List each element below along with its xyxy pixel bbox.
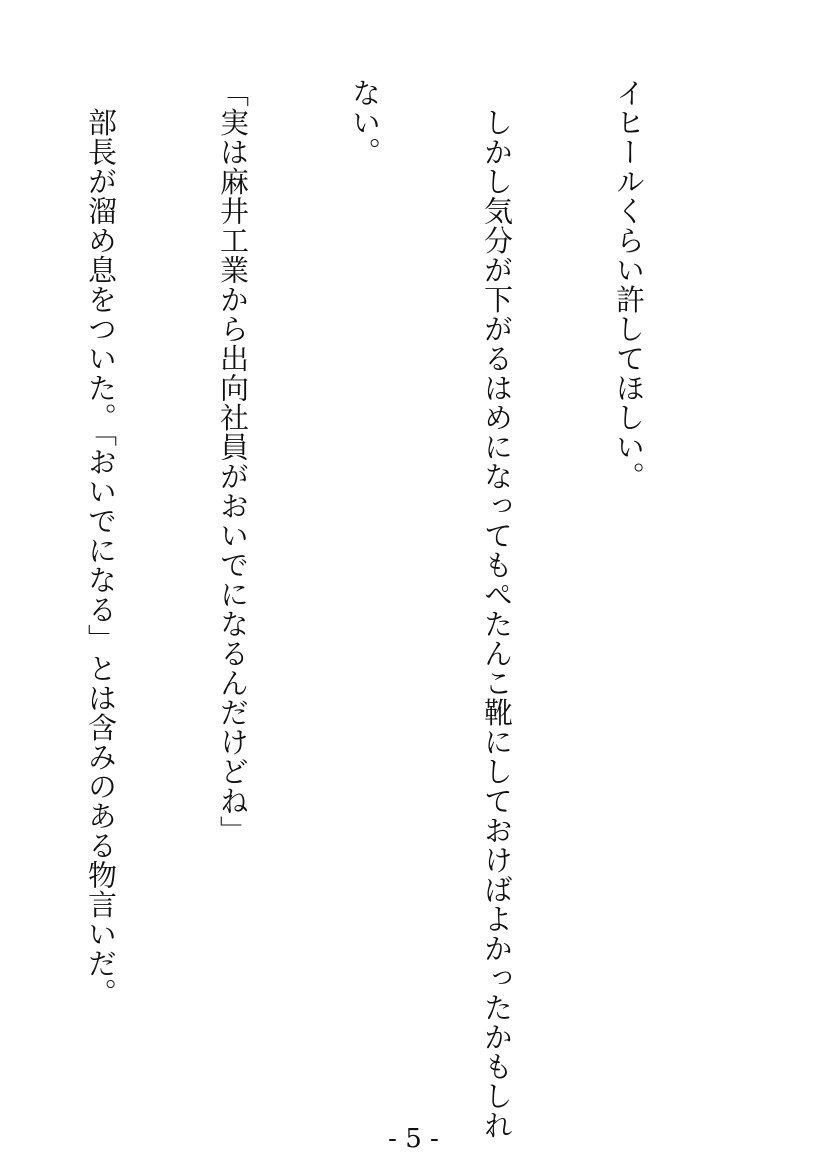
text-line-5: 部長が溜め息をついた。「おいでになる」とは含みのある物言いだ。 [84, 78, 118, 1008]
text-line-4: 「実は麻井工業から出向社員がおいでになるんだけどね」 [216, 78, 250, 845]
page-number: - 5 - [388, 1124, 439, 1154]
text-line-1: イヒールくらい許してほしい。 [612, 78, 646, 491]
text-line-2: しかし気分が下がるはめになってもぺたんこ靴にしておけばよかったかもしれ [480, 78, 514, 1140]
vertical-text-body [0, 78, 739, 1140]
text-line-3: ない。 [348, 78, 382, 167]
